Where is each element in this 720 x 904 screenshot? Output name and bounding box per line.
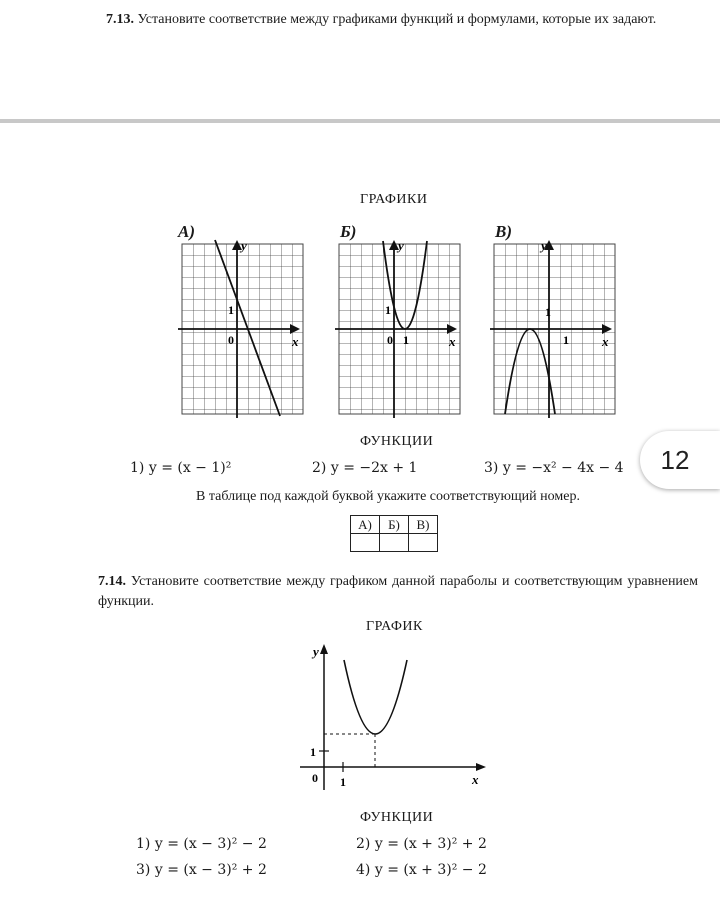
functions-heading-714: ФУНКЦИИ [360, 810, 434, 825]
option-number: 1) [136, 836, 151, 852]
x-axis-label: x [472, 772, 479, 787]
function-option-1 [130, 460, 231, 476]
option-formula: y = (x − 1)² [148, 460, 232, 476]
x-axis-label: x [449, 334, 456, 349]
function-option-2 [356, 836, 487, 852]
function-option-4 [356, 862, 487, 878]
parabola-curve [344, 660, 407, 734]
graph-a [178, 236, 308, 418]
problem-number: 7.14. [98, 574, 126, 589]
option-formula: y = (x + 3)² + 2 [374, 836, 487, 852]
option-number: 2) [312, 460, 327, 476]
option-formula: y = (x − 3)² − 2 [154, 836, 267, 852]
graph-heading: ГРАФИК [366, 619, 423, 634]
option-number: 2) [356, 836, 371, 852]
x-unit-label: 1 [563, 333, 569, 347]
origin-label: 0 [228, 333, 234, 347]
section-divider [0, 119, 720, 123]
table-header-b: Б) [380, 516, 409, 534]
page-number-badge[interactable]: 12 [640, 431, 720, 489]
graphs-heading: ГРАФИКИ [360, 192, 428, 207]
problem-number: 7.13. [106, 12, 134, 27]
problem-7-13-statement [106, 10, 706, 30]
x-unit-label: 1 [403, 333, 409, 347]
y-axis-label: y [313, 644, 319, 659]
function-option-3 [484, 460, 624, 476]
y-unit-label: 1 [310, 745, 316, 759]
problem-7-14-statement [98, 572, 698, 612]
answer-cell-v[interactable] [409, 534, 438, 552]
graph-v [490, 236, 620, 418]
functions-heading: ФУНКЦИИ [360, 434, 434, 449]
x-axis-label: x [602, 334, 609, 349]
y-axis-label: y [241, 238, 247, 253]
unit-label: 1 [545, 305, 551, 319]
option-formula: y = (x + 3)² − 2 [374, 862, 487, 878]
y-axis-label: y [398, 238, 404, 253]
unit-label: 1 [228, 303, 234, 317]
graph-b [335, 236, 465, 418]
y-axis-label: y [541, 238, 547, 253]
answer-table [350, 515, 438, 552]
graph-7-14 [300, 640, 490, 790]
x-unit-label: 1 [340, 775, 346, 789]
option-formula: y = (x − 3)² + 2 [154, 862, 267, 878]
origin-label: 0 [312, 771, 318, 785]
option-number: 1) [130, 460, 145, 476]
answer-cell-b[interactable] [380, 534, 409, 552]
x-axis-label: x [292, 334, 299, 349]
answer-cell-a[interactable] [351, 534, 380, 552]
graph-letter-b: Б) [340, 222, 357, 241]
unit-label: 1 [385, 303, 391, 317]
table-header-a: А) [351, 516, 380, 534]
option-number: 3) [484, 460, 499, 476]
graph-letter-v: В) [495, 222, 512, 241]
option-number: 4) [356, 862, 371, 878]
function-option-3 [136, 862, 267, 878]
graph-letter-a: А) [178, 222, 195, 241]
function-option-1 [136, 836, 267, 852]
function-option-2 [312, 460, 417, 476]
table-instruction: В таблице под каждой буквой укажите соответствующий номер. [196, 489, 580, 504]
table-header-v: В) [409, 516, 438, 534]
problem-text: Установите соответствие между графиком данной параболы и соответствующим уравнением функции. [98, 574, 698, 609]
origin-label: 0 [387, 333, 393, 347]
option-formula: y = −2x + 1 [330, 460, 418, 476]
option-formula: y = −x² − 4x − 4 [502, 460, 624, 476]
option-number: 3) [136, 862, 151, 878]
problem-text: Установите соответствие между графиками функций и формулами, которые их задают. [137, 12, 657, 27]
